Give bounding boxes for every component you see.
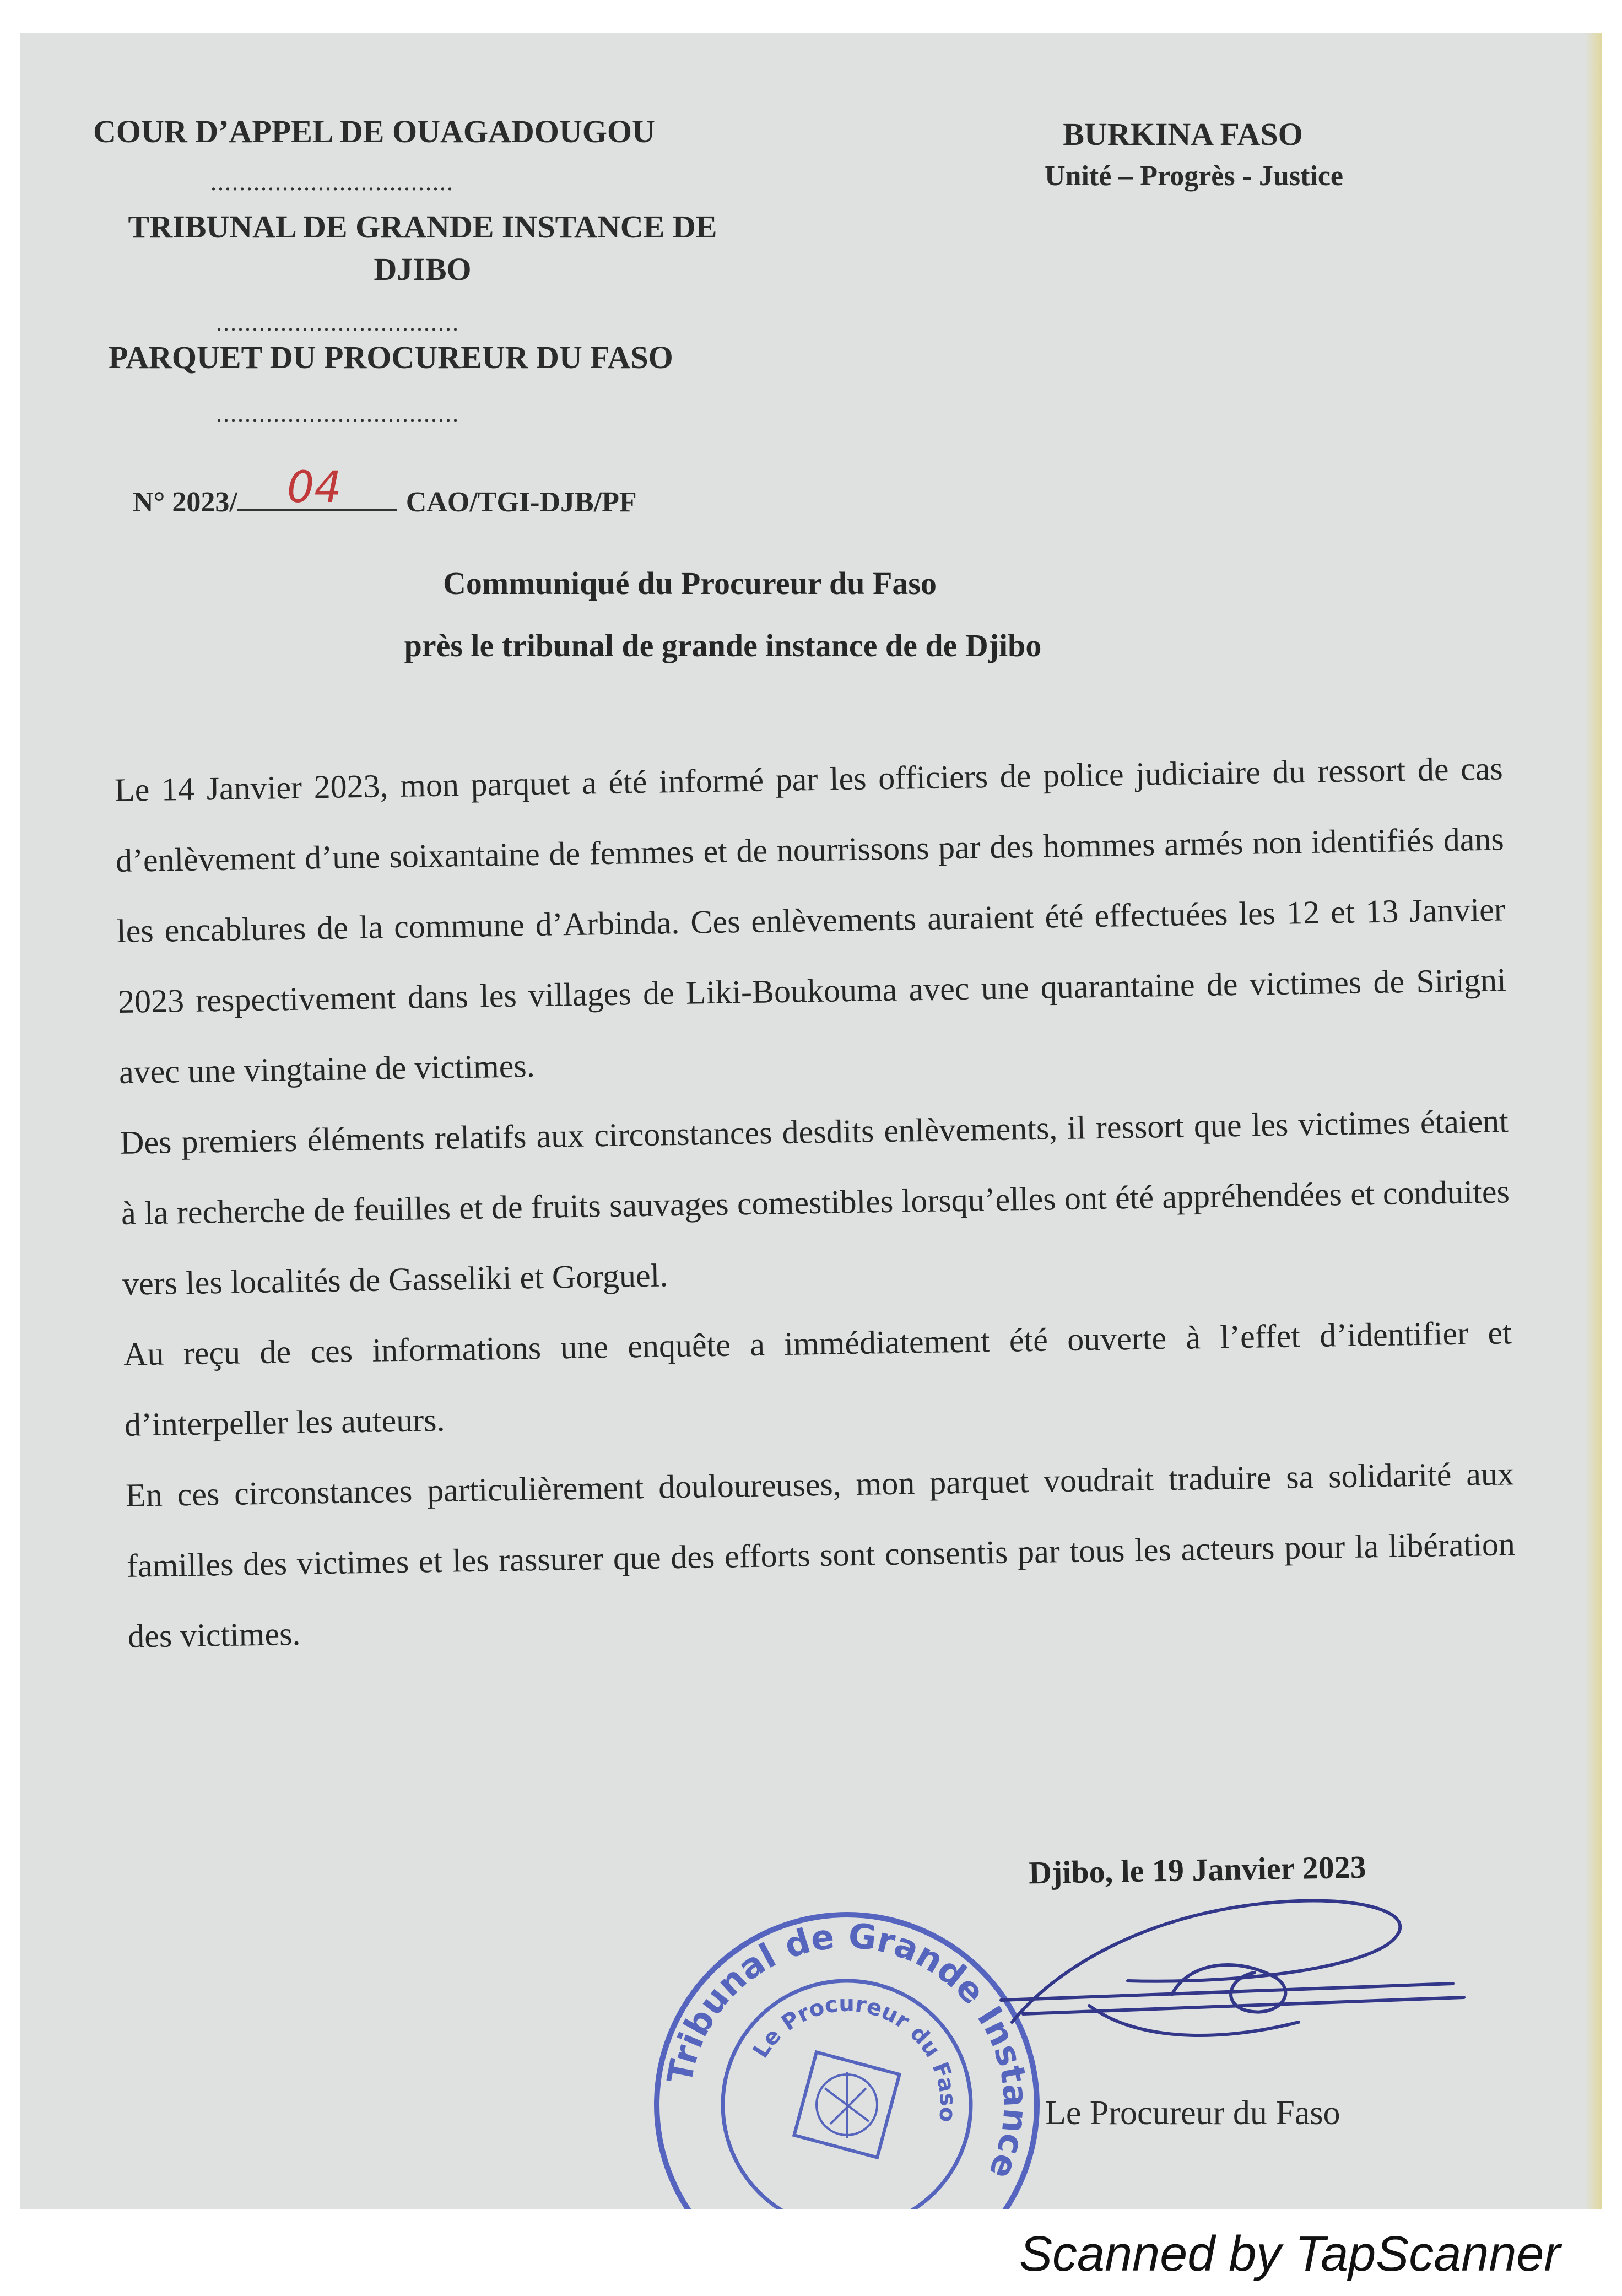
official-stamp (648, 1906, 1045, 2209)
parquet-name: PARQUET DU PROCUREUR DU FASO (109, 339, 673, 375)
scanner-watermark: Scanned by TapScanner (1019, 2227, 1561, 2282)
court-of-appeal: COUR D’APPEL DE OUAGADOUGOU (93, 114, 655, 149)
reference-suffix: CAO/TGI-DJB/PF (406, 487, 637, 518)
stamp-inner-text: Le Procureur du Faso (748, 1991, 961, 2124)
country-name: BURKINA FASO (1063, 116, 1303, 152)
reference-number (133, 463, 637, 518)
reference-blank (237, 463, 397, 512)
national-motto: Unité – Progrès - Justice (1044, 160, 1343, 192)
signer-title: Le Procureur du Faso (1045, 2094, 1340, 2132)
communique-body (114, 733, 1517, 1671)
document-page (20, 33, 1602, 2209)
tribunal-name-line2: DJIBO (374, 251, 472, 287)
communique-title-line1: Communiqué du Procureur du Faso (443, 565, 937, 601)
date-line: Djibo, le 19 Janvier 2023 (1028, 1849, 1367, 1891)
tribunal-name-line1: TRIBUNAL DE GRANDE INSTANCE DE (128, 209, 717, 245)
body-paragraph: Le 14 Janvier 2023, mon parquet a été informé par les officiers de police judiciaire du ressort de cas d’enlèvement d’une soixantaine de femmes et de nourrissons par des hommes armés non identifiés dans les encablures de la commune d’Arbinda. Ces enlèvements auraient été effectuées les 12 et 13 Janvier 2023 respectivement dans les villages de Liki-Boukouma avec une quarantaine de victimes de Sirigni avec une vingtaine de victimes. (114, 750, 1507, 1090)
handwritten-signature (990, 1884, 1486, 2061)
body-paragraph: Au reçu de ces informations une enquête a immédiatement été ouverte à l’effet d’identifier et d’interpeller les auteurs. (123, 1314, 1512, 1443)
communique-title-line2: près le tribunal de grande instance de de Djibo (404, 628, 1042, 663)
reference-handwritten-number: 04 (286, 463, 342, 512)
body-paragraph: En ces circonstances particulièrement douloureuses, mon parquet voudrait traduire sa solidarité aux familles des victimes et les rassurer que des efforts sont consentis par tous les acteurs pour la libération des victimes. (125, 1455, 1516, 1655)
separator-dots: .................................. (216, 309, 459, 336)
separator-dots: .................................. (216, 400, 459, 427)
separator-dots: .................................. (210, 169, 454, 196)
reference-prefix: N° 2023/ (133, 487, 237, 518)
tribunal-name (92, 208, 753, 288)
body-paragraph: Des premiers éléments relatifs aux circonstances desdits enlèvements, il ressort que les victimes étaient à la recherche de feuilles et de fruits sauvages comestibles lorsqu’elles ont été appréhendées et conduites vers les localités de Gasseliki et Gorguel. (120, 1103, 1510, 1302)
stamp-outer-text: Tribunal de Grande Instance (659, 1915, 1036, 2185)
